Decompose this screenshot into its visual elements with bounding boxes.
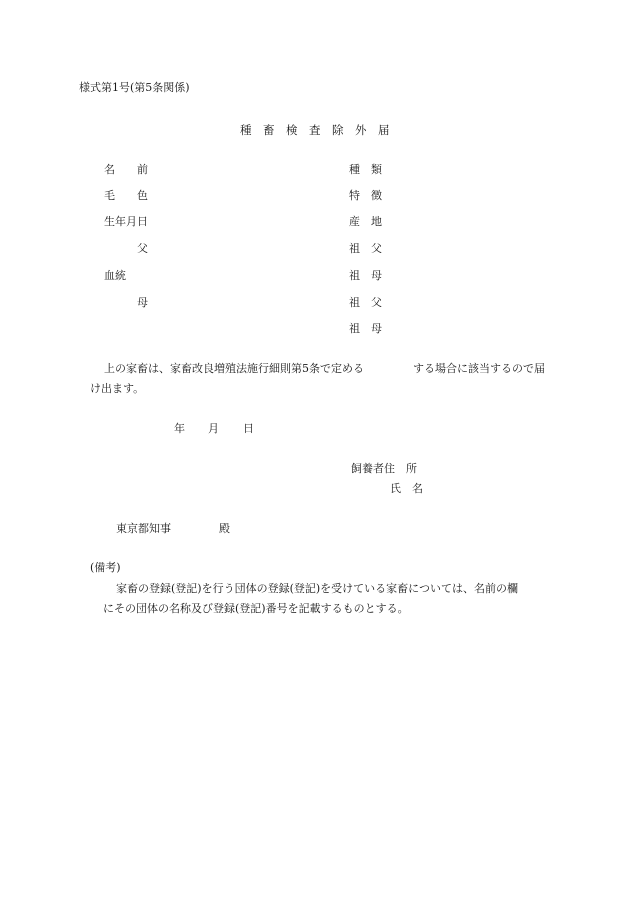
form-title: 種 畜 検 査 除 外 届 [240, 123, 390, 137]
field-label-grandsire-maternal: 祖 父 [349, 296, 382, 309]
field-label-birth-date: 生年月日 [104, 215, 148, 228]
date-year-label: 年 [174, 422, 185, 435]
form-reference: 様式第1号(第5条関係) [79, 81, 190, 94]
date-day-label: 日 [243, 422, 254, 435]
field-label-pedigree: 血統 [104, 269, 126, 282]
field-label-origin: 産 地 [349, 215, 382, 228]
field-label-breed: 種 類 [349, 163, 382, 176]
field-label-features: 特 徴 [349, 189, 382, 202]
statement-line1-part1: 上の家畜は、家畜改良増殖法施行細則第5条で定める [104, 362, 364, 375]
keeper-address-label: 飼養者住 所 [351, 462, 417, 475]
field-label-sire: 父 [137, 242, 148, 255]
field-label-name: 名 前 [104, 163, 148, 176]
field-label-granddam-paternal: 祖 母 [349, 269, 382, 282]
field-label-grandsire-paternal: 祖 父 [349, 242, 382, 255]
statement-line1-part2: する場合に該当するので届 [413, 362, 545, 375]
statement-line2: け出ます。 [90, 382, 145, 395]
remarks-line2: にその団体の名称及び登録(登記)番号を記載するものとする。 [103, 602, 409, 615]
field-label-dam: 母 [137, 296, 148, 309]
date-month-label: 月 [208, 422, 219, 435]
field-label-granddam-maternal: 祖 母 [349, 322, 382, 335]
keeper-name-label: 氏 名 [390, 482, 423, 495]
addressee-governor: 東京都知事 [116, 522, 171, 535]
remarks-heading: (備考) [90, 561, 121, 574]
addressee-honorific: 殿 [219, 522, 230, 535]
remarks-line1: 家畜の登録(登記)を行う団体の登録(登記)を受けている家畜については、名前の欄 [116, 582, 518, 595]
field-label-coat-color: 毛 色 [104, 189, 148, 202]
